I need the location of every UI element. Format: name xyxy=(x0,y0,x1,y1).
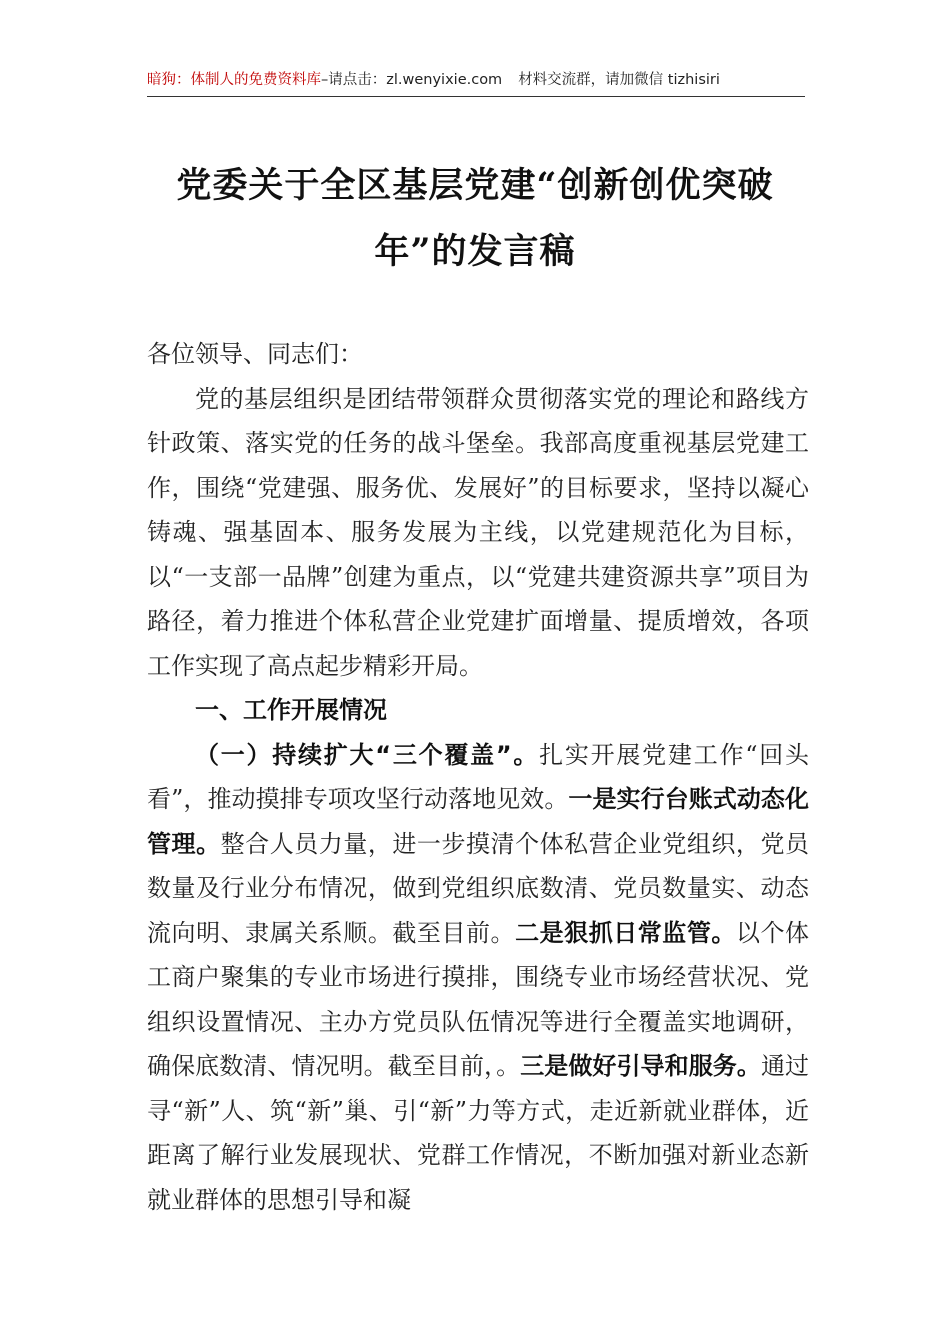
point-text-1: 整合人员力量，进一步摸清个体私营企业党组织，党员数量及行业分布情况，做到党组织底数清、党员数量实、动态流向明、隶属关系顺。截至目前。 xyxy=(147,829,810,947)
intro-paragraph: 党的基层组织是团结带领群众贯彻落实党的理论和路线方针政策、落实党的任务的战斗堡垒。我部高度重视基层党建工作，围绕“党建强、服务优、发展好”的目标要求，坚持以凝心铸魂、强基固本、服务发展为主线，以党建规范化为目标，以“一支部一品牌”创建为重点，以“党建共建资源共享”项目为路径，着力推进个体私营企业党建扩面增量、提质增效，各项工作实现了高点起步精彩开局。 xyxy=(147,384,809,680)
site-header-banner xyxy=(147,66,805,97)
document-title-line-2: 年”的发言稿 xyxy=(374,231,576,272)
point-heading-1: 一是实行台账式动态化管理。 xyxy=(147,785,809,858)
point-heading-3: 三是做好引导和服务。 xyxy=(520,1052,761,1080)
header-link-prefix: –请点击： xyxy=(321,72,387,88)
document-body xyxy=(147,332,809,1222)
subsection-text-1: 扎实开展党建工作“回头看”，推动摸排专项攻坚行动落地见效。 xyxy=(147,740,809,813)
subsection-paragraph-1 xyxy=(147,733,809,1223)
subsection-heading-1: （一）持续扩大“三个覆盖”。 xyxy=(195,740,540,769)
header-link-url[interactable]: zl.wenyixie.com xyxy=(386,72,503,88)
point-text-2: 以个体工商户聚集的专业市场进行摸排，围绕专业市场经营状况、党组织设置情况、主办方党员队伍情况等进行全覆盖实地调研，确保底数清、情况明。截至目前，。 xyxy=(147,918,810,1080)
point-text-3: 通过寻“新”人、筑“新”巢、引“新”力等方式，走近新就业群体，近距离了解行业发展现状、党群工作情况，不断加强对新业态新就业群体的思想引导和凝 xyxy=(147,1052,810,1214)
header-site-name: 暗狗：体制人的免费资料库 xyxy=(147,72,321,88)
header-contact-text: 材料交流群，请加微信 tizhisiri xyxy=(518,72,720,88)
salutation: 各位领导、同志们： xyxy=(147,340,363,368)
point-heading-2: 二是狠抓日常监管。 xyxy=(515,918,736,947)
section-heading-1: 一、工作开展情况 xyxy=(195,696,387,724)
document-title-line-1: 党委关于全区基层党建“创新创优突破 xyxy=(176,165,774,206)
